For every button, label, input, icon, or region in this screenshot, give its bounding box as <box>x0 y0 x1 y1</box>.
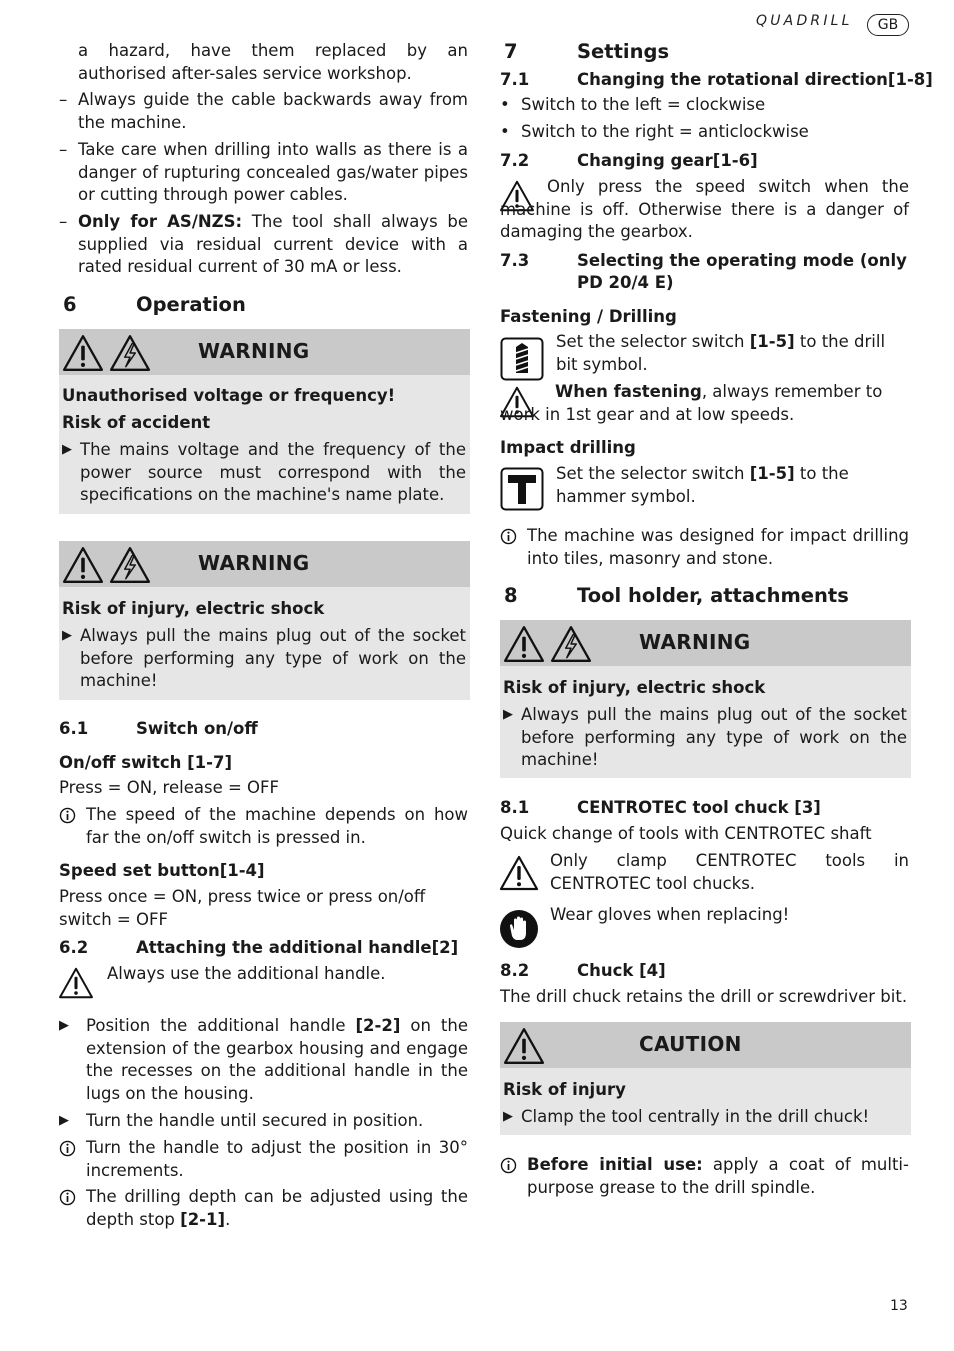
header-brand: QUADRILL <box>756 13 853 29</box>
s71-item-left: Switch to the left = clockwise <box>520 95 766 114</box>
section-8-2-number: 8.2 <box>500 961 530 980</box>
fasten-text <box>556 331 909 376</box>
handle-info-2-pre: The drilling depth can be adjusted using the depth stop <box>86 1187 468 1229</box>
impact-info: The machine was designed for impact drilling into tiles, masonry and stone. <box>527 526 909 568</box>
handle-step-1 <box>86 1015 468 1105</box>
warning-icon <box>503 625 545 663</box>
arrow-bullet-icon: ▶ <box>59 1018 69 1033</box>
s82-text: The drill chuck retains the drill or screwdriver bit. <box>500 987 908 1006</box>
onoff-text: Press = ON, release = OFF <box>59 778 280 797</box>
handle-info-1: Turn the handle to adjust the position in 30° increments. <box>86 1138 468 1180</box>
warning-icon <box>62 546 104 584</box>
hammer-icon <box>500 467 544 511</box>
handle-warning: Always use the additional handle. <box>107 964 386 983</box>
s81-gloves: Wear gloves when replacing! <box>550 905 790 924</box>
warning-item: Always pull the mains plug out of the socket before performing any type of work on the machine! <box>80 626 466 690</box>
section-7-2-number: 7.2 <box>500 151 530 170</box>
warning-icon <box>58 967 94 999</box>
fasten-warning-bold: When fastening <box>555 382 702 401</box>
warning-line2: Risk of accident <box>62 413 211 432</box>
warning-box-voltage <box>59 329 470 514</box>
section-6-number: 6 <box>63 293 77 316</box>
warning-label: WARNING <box>198 551 310 575</box>
warning-icon <box>503 1027 545 1065</box>
electric-shock-icon <box>550 625 592 663</box>
impact-heading: Impact drilling <box>500 438 636 457</box>
section-8-title: Tool holder, attachments <box>577 584 849 607</box>
warning-line1: Risk of injury, electric shock <box>62 599 325 618</box>
page-number: 13 <box>890 1298 908 1314</box>
bullet-dot: • <box>500 95 510 114</box>
section-8-1-title: CENTROTEC tool chuck [3] <box>577 798 821 817</box>
impact-text-post: to the hammer symbol. <box>556 464 849 506</box>
initial-use-info <box>527 1154 909 1199</box>
warning-label: WARNING <box>639 630 751 654</box>
caution-line1: Risk of injury <box>503 1080 626 1099</box>
section-8-1-number: 8.1 <box>500 798 530 817</box>
info-icon <box>500 528 517 545</box>
dash-item-asnzs: – Only for AS/NZS: The tool shall always be supplied via residual current device with a rated residual current of 30 mA or less. <box>59 212 468 276</box>
section-7-1-title: Changing the rotational direction[1-8] <box>577 70 933 89</box>
impact-text-pre: Set the selector switch <box>556 464 750 483</box>
drill-bit-icon <box>500 337 544 381</box>
section-6-2-number: 6.2 <box>59 938 89 957</box>
info-icon <box>59 1189 76 1206</box>
speed-heading: Speed set button[1-4] <box>59 861 265 880</box>
fasten-heading: Fastening / Drilling <box>500 307 677 326</box>
section-6-1-number: 6.1 <box>59 719 89 738</box>
section-8-number: 8 <box>504 584 518 607</box>
handle-step-1-post: on the extension of the gearbox housing and engage the recesses on the additional handle in the lugs on the housing. <box>86 1016 469 1103</box>
initial-use-text: apply a coat of multi-purpose grease to the drill spindle. <box>527 1155 909 1197</box>
arrow-bullet-icon: ▶ <box>62 442 72 457</box>
warning-line1: Risk of injury, electric shock <box>503 678 766 697</box>
caution-box <box>500 1022 911 1135</box>
handle-info-2 <box>86 1186 468 1231</box>
initial-use-label: Before initial use: <box>527 1155 703 1174</box>
onoff-heading: On/off switch [1-7] <box>59 753 233 772</box>
intro-continuation: a hazard, have them replaced by an authorised after-sales service workshop. <box>78 41 468 83</box>
section-7-1-number: 7.1 <box>500 70 530 89</box>
s81-warning: Only clamp CENTROTEC tools in CENTROTEC tool chucks. <box>550 851 909 893</box>
dash-item-walls: – Take care when drilling into walls as there is a danger of rupturing concealed gas/water pipes or cutting through power cables. <box>59 139 468 207</box>
caution-item: Clamp the tool centrally in the drill chuck! <box>521 1107 870 1126</box>
fasten-warning <box>500 381 909 426</box>
section-6-2-title: Attaching the additional handle[2] <box>136 938 459 957</box>
language-badge: GB <box>867 14 909 36</box>
section-8-2-title: Chuck [4] <box>577 961 666 980</box>
section-6-1-title: Switch on/off <box>136 719 258 738</box>
impact-text <box>556 463 909 508</box>
handle-step-2: Turn the handle until secured in position. <box>86 1111 424 1130</box>
handle-step-1-pre: Position the additional handle <box>86 1016 356 1035</box>
onoff-info: The speed of the machine depends on how far the on/off switch is pressed in. <box>86 805 468 847</box>
warning-item: Always pull the mains plug out of the socket before performing any type of work on the machine! <box>521 705 907 769</box>
warning-label: WARNING <box>198 339 310 363</box>
fasten-warning-post: , always remember to work in 1st gear and at low speeds. <box>500 382 883 424</box>
fasten-text-pre: Set the selector switch <box>556 332 750 351</box>
asnzs-label: Only for AS/NZS: <box>78 212 243 231</box>
section-7-3-title: Selecting the operating mode (only PD 20/4 E) <box>577 251 907 292</box>
arrow-bullet-icon: ▶ <box>503 1109 513 1124</box>
s71-item-right: Switch to the right = anticlockwise <box>520 122 809 141</box>
section-7-title: Settings <box>577 40 670 63</box>
handle-step-1-ref: [2-2] <box>355 1016 401 1035</box>
dash-item-cable: – Always guide the cable backwards away from the machine. <box>59 89 468 134</box>
electric-shock-icon <box>109 546 151 584</box>
section-7-2-title: Changing gear[1-6] <box>577 151 758 170</box>
bullet-dot: • <box>500 122 510 141</box>
warning-box-shock <box>59 541 470 700</box>
fasten-text-post: to the drill bit symbol. <box>556 332 886 374</box>
electric-shock-icon <box>109 334 151 372</box>
warning-icon <box>62 334 104 372</box>
handle-info-2-ref: [2-1] <box>180 1209 226 1229</box>
speed-text: Press once = ON, press twice or press on/off switch = OFF <box>59 887 426 929</box>
section-7-number: 7 <box>504 40 518 63</box>
fasten-text-ref: [1-5] <box>749 332 795 351</box>
gloves-icon <box>499 909 539 949</box>
section-7-3-number: 7.3 <box>500 251 530 270</box>
dash-item-cable-text: Always guide the cable backwards away from the machine. <box>78 90 468 132</box>
section-6-title: Operation <box>136 293 246 316</box>
info-icon <box>59 807 76 824</box>
warning-icon <box>499 855 539 891</box>
impact-text-ref: [1-5] <box>749 464 795 483</box>
warning-item: The mains voltage and the frequency of the power source must correspond with the specifications on the machine's name plate. <box>80 440 466 504</box>
arrow-bullet-icon: ▶ <box>62 628 72 643</box>
info-icon <box>500 1157 517 1174</box>
warning-box-tool-holder <box>500 620 911 778</box>
caution-label: CAUTION <box>639 1032 742 1056</box>
arrow-bullet-icon: ▶ <box>59 1113 69 1128</box>
s72-text: Only press the speed switch when the machine is off. Otherwise there is a danger of damaging the gearbox. <box>500 177 909 241</box>
warning-line1: Unauthorised voltage or frequency! <box>62 386 396 405</box>
asnzs-text: The tool shall always be supplied via residual current device with a rated residual current of 30 mA or less. <box>78 212 468 276</box>
dash-item-walls-text: Take care when drilling into walls as there is a danger of rupturing concealed gas/water pipes or cutting through power cables. <box>78 140 468 204</box>
s81-text: Quick change of tools with CENTROTEC shaft <box>500 824 872 843</box>
arrow-bullet-icon: ▶ <box>503 707 513 722</box>
handle-info-2-post: . <box>225 1209 231 1229</box>
info-icon <box>59 1140 76 1157</box>
